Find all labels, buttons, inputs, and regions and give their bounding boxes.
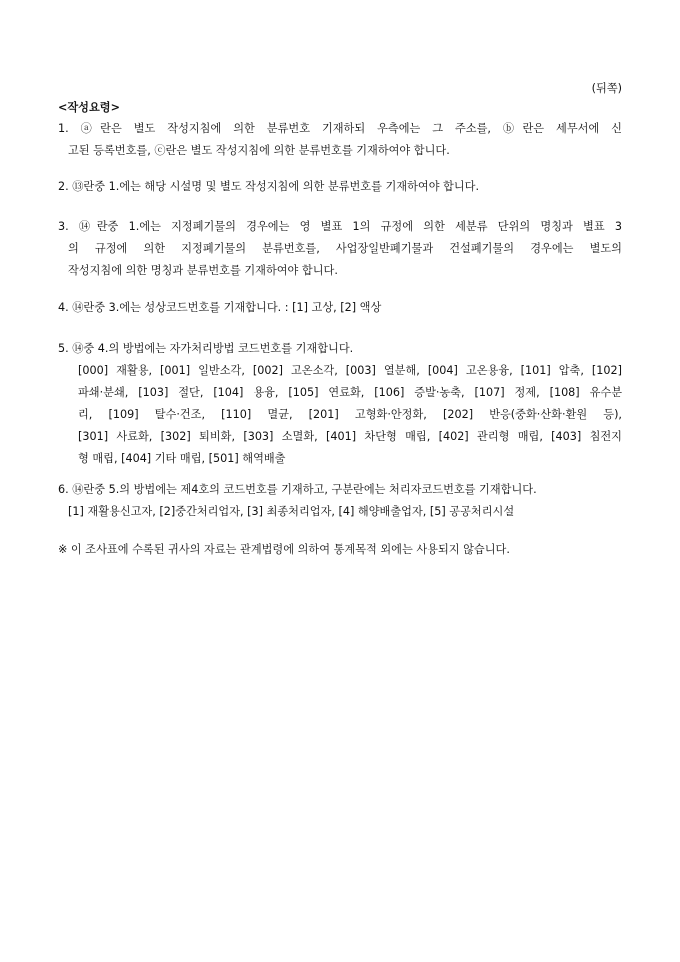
- instruction-line: [000] 재활용, [001] 일반소각, [002] 고온소각, [003] 열분해, [004] 고온용융, [101] 압축, [102]: [78, 364, 622, 377]
- instruction-line: 4. ⑭란중 3.에는 성상코드번호를 기재합니다. : [1] 고상, [2] 액상: [58, 301, 382, 314]
- instruction-line: 6. ⑭란중 5.의 방법에는 제4호의 코드번호를 기재하고, 구분란에는 처리자코드번호를 기재합니다.: [58, 483, 537, 496]
- instruction-line: 1. ⓐ란은 별도 작성지침에 의한 분류번호 기재하되 우측에는 그 주소를, ⓑ란은 세무서에 신: [58, 122, 622, 135]
- instruction-item-2: [58, 176, 622, 198]
- instruction-line: 5. ⑭중 4.의 방법에는 자가처리방법 코드번호를 기재합니다.: [58, 342, 354, 355]
- instruction-line: 리, [109] 탈수·건조, [110] 멸균, [201] 고형화·안정화, [202] 반응(중화·산화·환원 등),: [78, 408, 622, 421]
- instruction-line: 작성지침에 의한 명칭과 분류번호를 기재하여야 합니다.: [68, 264, 338, 277]
- instructions-heading: <작성요령>: [58, 101, 120, 114]
- instruction-line: [1] 재활용신고자, [2]중간처리업자, [3] 최종처리업자, [4] 해양배출업자, [5] 공공처리시설: [68, 505, 515, 518]
- instruction-item-1: [58, 118, 622, 162]
- instruction-item-3: [58, 216, 622, 282]
- instruction-line: 형 매립, [404] 기타 매립, [501] 해역배출: [78, 452, 286, 465]
- instruction-line: 의 규정에 의한 지정폐기물의 분류번호를, 사업장일반폐기물과 건설폐기물의 경우에는 별도의: [68, 242, 622, 255]
- instruction-item-5: [58, 338, 622, 470]
- instruction-line: [301] 사료화, [302] 퇴비화, [303] 소멸화, [401] 차단형 매립, [402] 관리형 매립, [403] 침전지: [78, 430, 622, 443]
- instruction-line: 고된 등록번호를, ⓒ란은 별도 작성지침에 의한 분류번호를 기재하여야 합니다.: [68, 144, 450, 157]
- instruction-line: 3. ⑭란중 1.에는 지정폐기물의 경우에는 영 별표 1의 규정에 의한 세분류 단위의 명칭과 별표 3: [58, 220, 622, 233]
- instruction-item-4: [58, 297, 622, 319]
- instruction-item-6: [58, 479, 622, 523]
- page-side-label: (뒤쪽): [591, 82, 622, 95]
- privacy-notice: ※ 이 조사표에 수록된 귀사의 자료는 관계법령에 의하여 통계목적 외에는 사용되지 않습니다.: [58, 543, 510, 556]
- instruction-line: 파쇄·분쇄, [103] 절단, [104] 용융, [105] 연료화, [106] 증발·농축, [107] 정제, [108] 유수분: [78, 386, 622, 399]
- instruction-line: 2. ⑬란중 1.에는 해당 시설명 및 별도 작성지침에 의한 분류번호를 기재하여야 합니다.: [58, 180, 480, 193]
